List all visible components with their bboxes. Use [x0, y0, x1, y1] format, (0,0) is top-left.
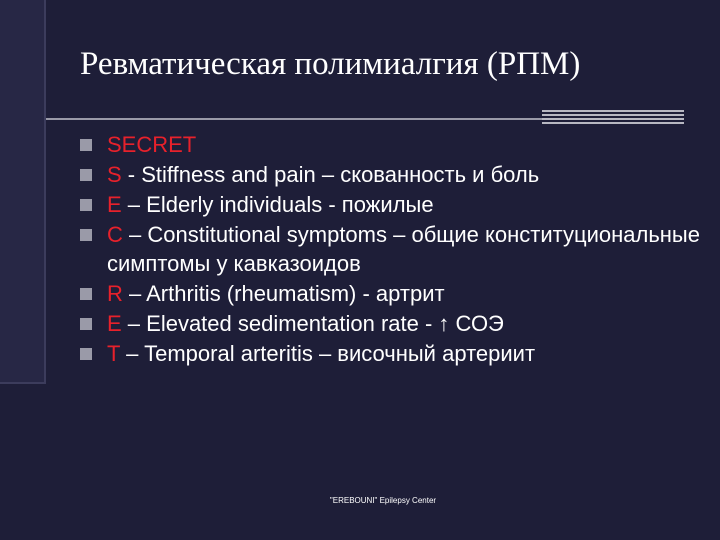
- item-text: – Elevated sedimentation rate - ↑ СОЭ: [121, 311, 504, 336]
- acronym-letter: SECRET: [107, 132, 197, 157]
- item-text: – Arthritis (rheumatism) - артрит: [122, 281, 445, 306]
- item-text: – Temporal arteritis – височный артериит: [120, 341, 536, 366]
- acronym-letter: S: [107, 162, 122, 187]
- slide-title: Ревматическая полимиалгия (РПМ): [80, 46, 581, 82]
- square-bullet-icon: [80, 139, 92, 151]
- square-bullet-icon: [80, 229, 92, 241]
- item-text: – Elderly individuals - пожилые: [121, 192, 434, 217]
- list-item: [80, 160, 710, 189]
- square-bullet-icon: [80, 318, 92, 330]
- left-decorative-bar: [0, 0, 46, 384]
- square-bullet-icon: [80, 288, 92, 300]
- footer-caption: "EREBOUNI" Epilepsy Center: [329, 496, 437, 505]
- list-item: [80, 339, 710, 368]
- list-item: [80, 309, 710, 338]
- square-bullet-icon: [80, 199, 92, 211]
- acronym-letter: E: [107, 192, 122, 217]
- acronym-letter: C: [107, 222, 123, 247]
- list-item: [80, 220, 710, 278]
- title-divider-accent: [542, 110, 684, 126]
- acronym-letter: R: [107, 281, 123, 306]
- item-text: – Constitutional symptoms – общие конституциональные симптомы у кавказоидов: [107, 222, 700, 276]
- list-item: [80, 130, 710, 159]
- acronym-letter: E: [107, 311, 122, 336]
- list-item: [80, 190, 710, 219]
- item-text: - Stiffness and pain – скованность и боль: [121, 162, 540, 187]
- title-divider: [46, 118, 542, 120]
- bullet-list: [80, 130, 710, 368]
- square-bullet-icon: [80, 169, 92, 181]
- acronym-letter: T: [107, 341, 121, 366]
- list-item: [80, 279, 710, 308]
- square-bullet-icon: [80, 348, 92, 360]
